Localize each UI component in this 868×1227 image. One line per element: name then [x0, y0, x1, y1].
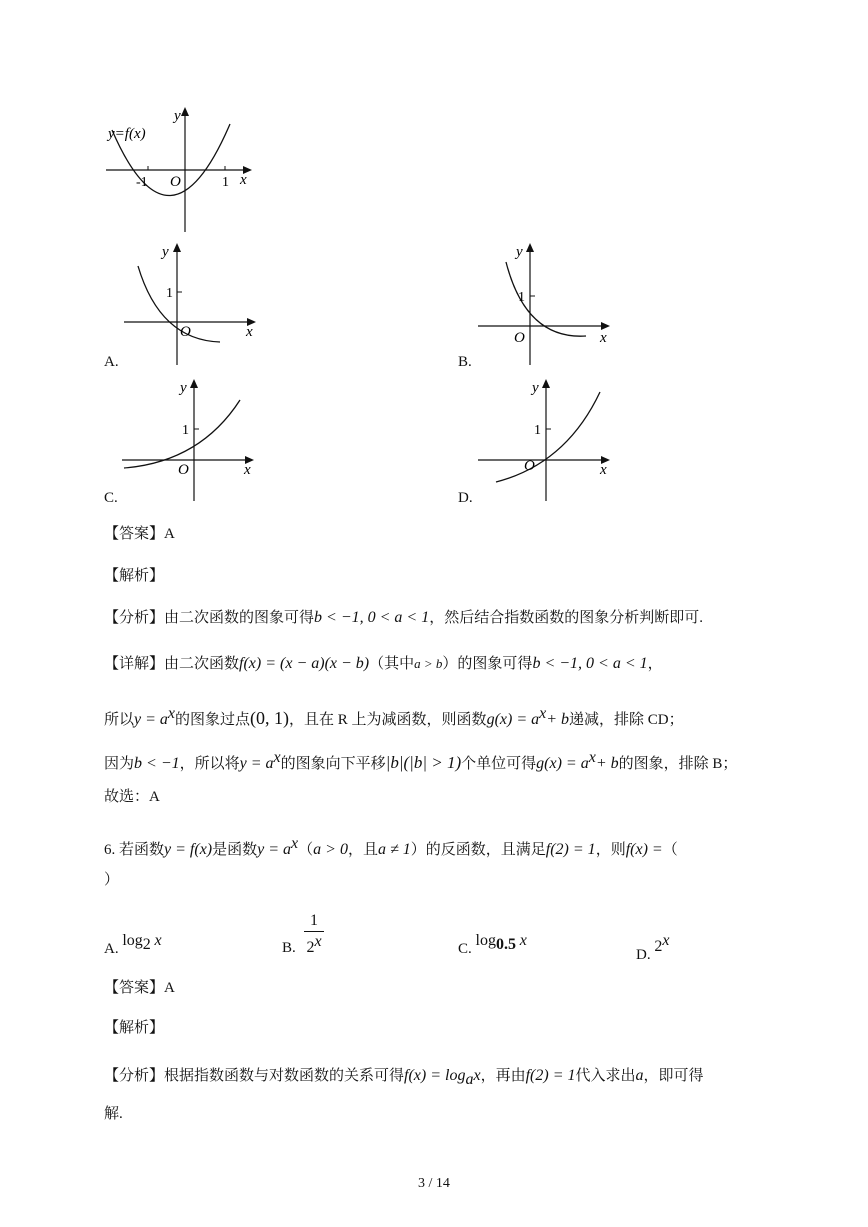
option-graph-a	[120, 240, 260, 370]
option-label-c: C.	[104, 490, 118, 506]
choose-line: 故选：A	[104, 789, 160, 805]
quadratic-graph	[100, 104, 260, 234]
detail-line-1: 【详解】由二次函数f(x) = (x − a)(x − b)（其中a > b）的图象可得b < −1, 0 < a < 1，	[104, 655, 663, 672]
q6-option-d: D. 2$^x$	[636, 932, 670, 963]
origin-label: O	[514, 330, 525, 346]
origin-label: O	[180, 324, 191, 340]
analysis-title: 【解析】	[104, 568, 165, 584]
tick-one: 1	[534, 423, 541, 438]
tick-one: 1	[518, 290, 525, 305]
tick-one: 1	[166, 286, 173, 301]
q6-analysis-fenxi-end: 解.	[104, 1106, 123, 1122]
analysis-fenxi: 【分析】由二次函数的图象可得b < −1, 0 < a < 1，然后结合指数函数的图象分析判断即可.	[104, 609, 703, 626]
q6-answer-line: 【答案】A	[104, 980, 175, 996]
origin-label: O	[170, 174, 181, 190]
y-axis-label: y	[162, 244, 169, 260]
tick-one: 1	[182, 423, 189, 438]
option-graph-c	[120, 376, 260, 506]
option-label-a: A.	[104, 354, 119, 370]
y-axis-label: y	[174, 108, 181, 124]
answer-line: 【答案】A	[104, 526, 175, 542]
x-axis-label: x	[246, 324, 253, 340]
y-axis-label: y	[532, 380, 539, 396]
detail-line-2: 所以$y = a^x$的图象过点(0, 1)，且在 R 上为减函数，则函数$g(x) = a^x+ b$递减，排除 CD；	[104, 705, 684, 728]
page-number: 3 / 14	[418, 1176, 450, 1191]
origin-label: O	[524, 458, 535, 474]
q6-option-c: C. $\log_{0.5} x$	[458, 932, 527, 957]
q6-analysis-title: 【解析】	[104, 1020, 165, 1036]
q6-option-a: A. $\log_2 x$	[104, 932, 162, 957]
tick-neg-one: -1	[136, 175, 148, 190]
origin-label: O	[178, 462, 189, 478]
option-label-b: B.	[458, 354, 472, 370]
x-axis-label: x	[600, 330, 607, 346]
x-axis-label: x	[600, 462, 607, 478]
q6-analysis-fenxi: 【分析】根据指数函数与对数函数的关系可得$f(x) = \log_ax$，再由f(2) = 1代入求出a，即可得	[104, 1067, 704, 1088]
tick-pos-one: 1	[222, 175, 229, 190]
x-axis-label: x	[244, 462, 251, 478]
q6-stem: 6. 若函数y = f(x)是函数$y = a^x(a > 0$，且a ≠ 1）的反函数，且满足f(2) = 1，则f(x) =（	[104, 835, 678, 858]
y-axis-label: y	[180, 380, 187, 396]
option-graph-d	[476, 376, 616, 506]
curve-label: y=f(x)	[108, 126, 146, 142]
x-axis-label: x	[240, 172, 247, 188]
option-graph-b	[476, 240, 616, 370]
y-axis-label: y	[516, 244, 523, 260]
detail-line-3: 因为b < −1，所以将$y = a^x$的图象向下平移|b|(|b| > 1)个单位可得$g(x) = a^x+ b$的图象，排除 B；	[104, 749, 738, 772]
q6-option-b: B. 1 2$^x$	[282, 912, 342, 962]
option-label-d: D.	[458, 490, 473, 506]
q6-stem-end: ）	[104, 872, 120, 888]
